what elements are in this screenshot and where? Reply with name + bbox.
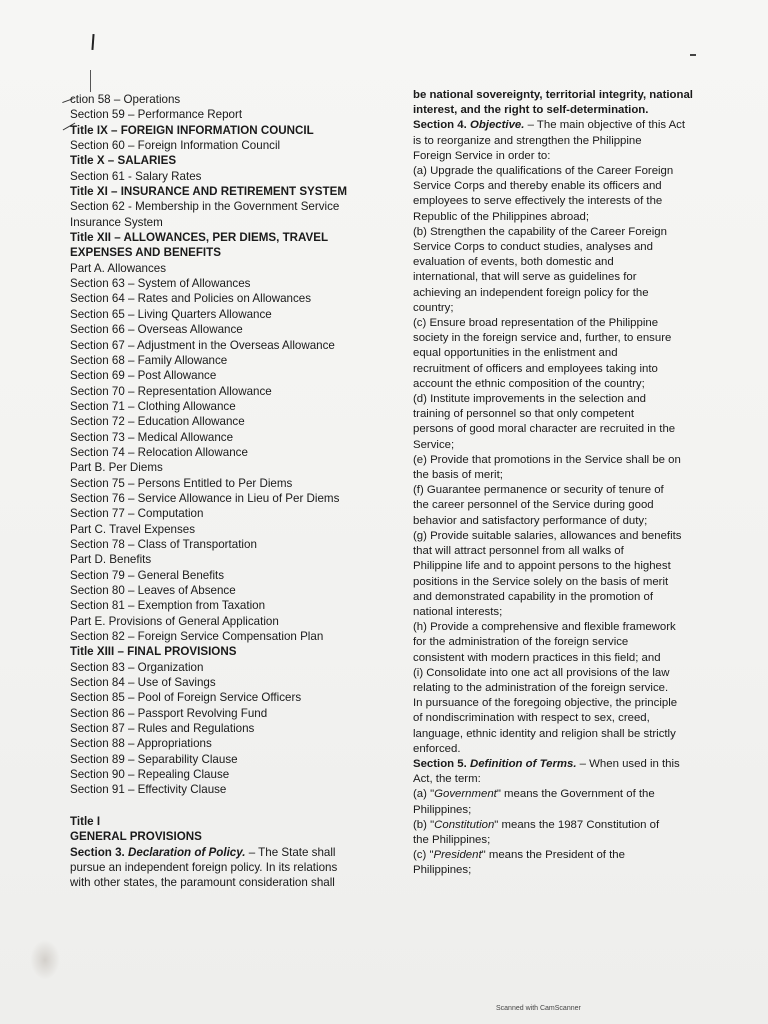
section-4-line: (c) Ensure broad representation of the Philippine (413, 317, 659, 330)
definition-item (413, 787, 713, 802)
section-4-line: Philippine life and to appoint persons to the highest (413, 560, 671, 573)
section-4-line: Service Corps and thereby enable its officers and (413, 180, 662, 193)
toc-entry: Part A. Allowances (70, 261, 167, 275)
intro-line: interest, and the right to self-determination. (413, 104, 649, 117)
scan-pen-mark (90, 70, 91, 92)
definition-rest: " means the 1987 Constitution of (494, 818, 660, 831)
definition-term: Government (434, 788, 497, 801)
toc-entry: Section 68 – Family Allowance (70, 353, 228, 367)
toc-title-entry: Title XI – INSURANCE AND RETIREMENT SYSTEM (70, 185, 347, 199)
toc-entry: Section 72 – Education Allowance (70, 415, 245, 429)
toc-title-entry: Title X – SALARIES (70, 154, 177, 168)
section-4-line: account the ethnic composition of the country; (413, 377, 645, 390)
toc-entry: Section 77 – Computation (70, 507, 204, 521)
scanner-watermark: Scanned with CamScanner (496, 1005, 581, 1012)
section-3-label: Section 3. (70, 845, 125, 859)
section-4-line: of nondiscrimination with respect to sex, creed, (413, 712, 650, 725)
right-column (413, 88, 713, 879)
toc-entry: Part D. Benefits (70, 553, 152, 567)
toc-title-entry: EXPENSES AND BENEFITS (70, 246, 221, 260)
section-4-line: language, ethnic identity and religion shall be strictly (413, 727, 676, 740)
toc-entry: Section 62 - Membership in the Government Service (70, 200, 340, 214)
toc-entry: Section 80 – Leaves of Absence (70, 584, 236, 597)
section-4-line: (i) Consolidate into one act all provisions of the law (413, 666, 670, 679)
section-4-line: society in the foreign service and, further, to ensure (413, 332, 672, 345)
scan-speck (690, 54, 696, 56)
toc-title-entry: Title IX – FOREIGN INFORMATION COUNCIL (70, 123, 314, 137)
section-4-line: (e) Provide that promotions in the Service shall be on (413, 453, 681, 466)
section-4-line: (a) Upgrade the qualifications of the Career Foreign (413, 165, 674, 178)
section-5-dash: – When used in this (576, 757, 680, 770)
section-4-line: Service Corps to conduct studies, analyses and (413, 241, 653, 254)
table-of-contents (70, 92, 370, 798)
section-4-label: Section 4. (413, 119, 467, 132)
section-4-line: evaluation of events, both domestic and (413, 256, 614, 269)
section-5-line: Act, the term: (413, 773, 481, 786)
toc-entry: Section 90 – Repealing Clause (70, 768, 230, 782)
toc-entry: Section 75 – Persons Entitled to Per Diems (70, 476, 293, 490)
section-3-dash: – The State shall (245, 845, 336, 859)
toc-entry: Section 89 – Separability Clause (70, 752, 238, 766)
section-5-label: Section 5. (413, 757, 467, 770)
toc-entry: Section 73 – Medical Allowance (70, 430, 234, 444)
toc-entry: Section 85 – Pool of Foreign Service Officers (70, 691, 302, 705)
toc-entry: Section 82 – Foreign Service Compensation Plan (70, 630, 324, 644)
section-4-body (413, 134, 713, 757)
definition-prefix: (c) " (413, 849, 434, 862)
toc-entry: Section 74 – Relocation Allowance (70, 445, 248, 459)
definition-prefix: (a) " (413, 788, 435, 801)
section-4-line: behavior and satisfactory performance of duty; (413, 514, 648, 527)
toc-entry: Section 76 – Service Allowance in Lieu of Per Diems (70, 491, 340, 505)
toc-entry: Part E. Provisions of General Application (70, 614, 279, 628)
section-4-line: is to reorganize and strengthen the Philippine (413, 134, 642, 147)
section-4-line: country; (413, 301, 454, 314)
definition-continuation: Philippines; (413, 864, 472, 877)
toc-entry: Section 78 – Class of Transportation (70, 537, 257, 551)
section-4-line: training of personnel so that only competent (413, 408, 634, 421)
section-4-line: Foreign Service in order to: (413, 149, 551, 162)
toc-entry: Section 83 – Organization (70, 660, 204, 674)
scan-pen-mark (91, 34, 94, 50)
title-heading: Title I (70, 814, 101, 828)
section-4-line: recruitment of officers and employees taking into (413, 362, 658, 375)
section-4-line: (f) Guarantee permanence or security of tenure of (413, 484, 664, 497)
section-4-line: the career personnel of the Service during good (413, 499, 654, 512)
definition-continuation: Philippines; (413, 803, 472, 816)
section-5-heading (413, 757, 713, 772)
toc-entry: Section 84 – Use of Savings (70, 676, 216, 690)
section-4-line: persons of good moral character are recruited in the (413, 423, 676, 436)
section-3-line: pursue an independent foreign policy. In its relations (70, 860, 338, 874)
section-4-line: consistent with modern practices in this field; and (413, 651, 661, 664)
section-4-line: equal opportunities in the enlistment and (413, 347, 618, 360)
toc-entry: Insurance System (70, 215, 163, 229)
toc-entry: Section 61 - Salary Rates (70, 169, 202, 183)
toc-entry: Section 79 – General Benefits (70, 568, 225, 582)
section-4-line: the basis of merit; (413, 469, 503, 482)
toc-entry: Section 60 – Foreign Information Council (70, 139, 281, 153)
toc-entry: Section 71 – Clothing Allowance (70, 399, 236, 413)
section-4-line: international, that will serve as guidelines for (413, 271, 637, 284)
toc-entry: Section 67 – Adjustment in the Overseas Allowance (70, 338, 335, 352)
section-4-line: positions in the Service solely on the basis of merit (413, 575, 669, 588)
toc-entry: Section 64 – Rates and Policies on Allowances (70, 292, 312, 306)
definition-item (413, 818, 713, 833)
toc-entry: Section 65 – Living Quarters Allowance (70, 307, 272, 321)
section-4-line: relating to the administration of the foreign service. (413, 681, 669, 694)
section-4-line: (h) Provide a comprehensive and flexible framework (413, 621, 676, 634)
section-4-line: (b) Strengthen the capability of the Career Foreign (413, 225, 667, 238)
toc-entry: Section 70 – Representation Allowance (70, 384, 272, 398)
toc-title-entry: Title XII – ALLOWANCES, PER DIEMS, TRAVEL (70, 231, 329, 245)
definitions-list (413, 787, 713, 878)
left-column (70, 92, 370, 891)
definition-term: Constitution (434, 818, 495, 831)
definition-rest: " means the Government of the (496, 788, 655, 801)
toc-title-entry: Title XIII – FINAL PROVISIONS (70, 645, 237, 659)
section-4-line: employees to serve effectively the interests of the (413, 195, 663, 208)
section-4-line: enforced. (413, 742, 461, 755)
section-3-line: with other states, the paramount consideration shall (70, 876, 335, 890)
section-4-title: Objective. (469, 119, 525, 132)
toc-entry: ction 58 – Operations (70, 93, 181, 106)
section-4-heading (413, 118, 713, 133)
toc-entry: Part B. Per Diems (70, 461, 163, 475)
intro-line: be national sovereignty, territorial integrity, national (413, 89, 693, 101)
section-4-line: In pursuance of the foregoing objective, the principle (413, 697, 678, 710)
section-4-dash: – The main objective of this Act (524, 119, 686, 132)
toc-entry: Section 87 – Rules and Regulations (70, 722, 255, 736)
section-4-line: Republic of the Philippines abroad; (413, 210, 590, 223)
toc-entry: Section 86 – Passport Revolving Fund (70, 706, 268, 720)
toc-entry: Section 88 – Appropriations (70, 737, 212, 751)
toc-entry: Part C. Travel Expenses (70, 522, 196, 536)
toc-entry: Section 69 – Post Allowance (70, 369, 217, 383)
section-5-title: Definition of Terms. (469, 757, 577, 770)
title-name: GENERAL PROVISIONS (70, 830, 202, 844)
definition-prefix: (b) " (413, 818, 435, 831)
definition-term: President (433, 849, 482, 862)
toc-entry: Section 91 – Effectivity Clause (70, 783, 227, 797)
section-4-line: (g) Provide suitable salaries, allowances and benefits (413, 529, 682, 542)
section-4-line: Service; (413, 438, 455, 451)
section-4-line: achieving an independent foreign policy for the (413, 286, 649, 299)
section-3-title: Declaration of Policy. (128, 845, 246, 859)
section-4-line: for the administration of the foreign service (413, 636, 629, 649)
spacer (70, 798, 370, 814)
toc-entry: Section 81 – Exemption from Taxation (70, 599, 266, 613)
toc-entry: Section 66 – Overseas Allowance (70, 323, 243, 337)
section-4-line: (d) Institute improvements in the selection and (413, 393, 646, 406)
toc-entry: Section 63 – System of Allowances (70, 277, 251, 291)
section-4-line: national interests; (413, 605, 503, 618)
definition-rest: " means the President of the (481, 849, 625, 862)
toc-entry: Section 59 – Performance Report (70, 108, 243, 122)
definition-continuation: the Philippines; (413, 833, 491, 846)
section-4-line: that will attract personnel from all walks of (413, 545, 624, 558)
scan-shadow (30, 940, 60, 980)
section-4-line: and demonstrated capability in the promotion of (413, 590, 653, 603)
definition-item (413, 848, 713, 863)
section-3-heading (70, 845, 370, 860)
